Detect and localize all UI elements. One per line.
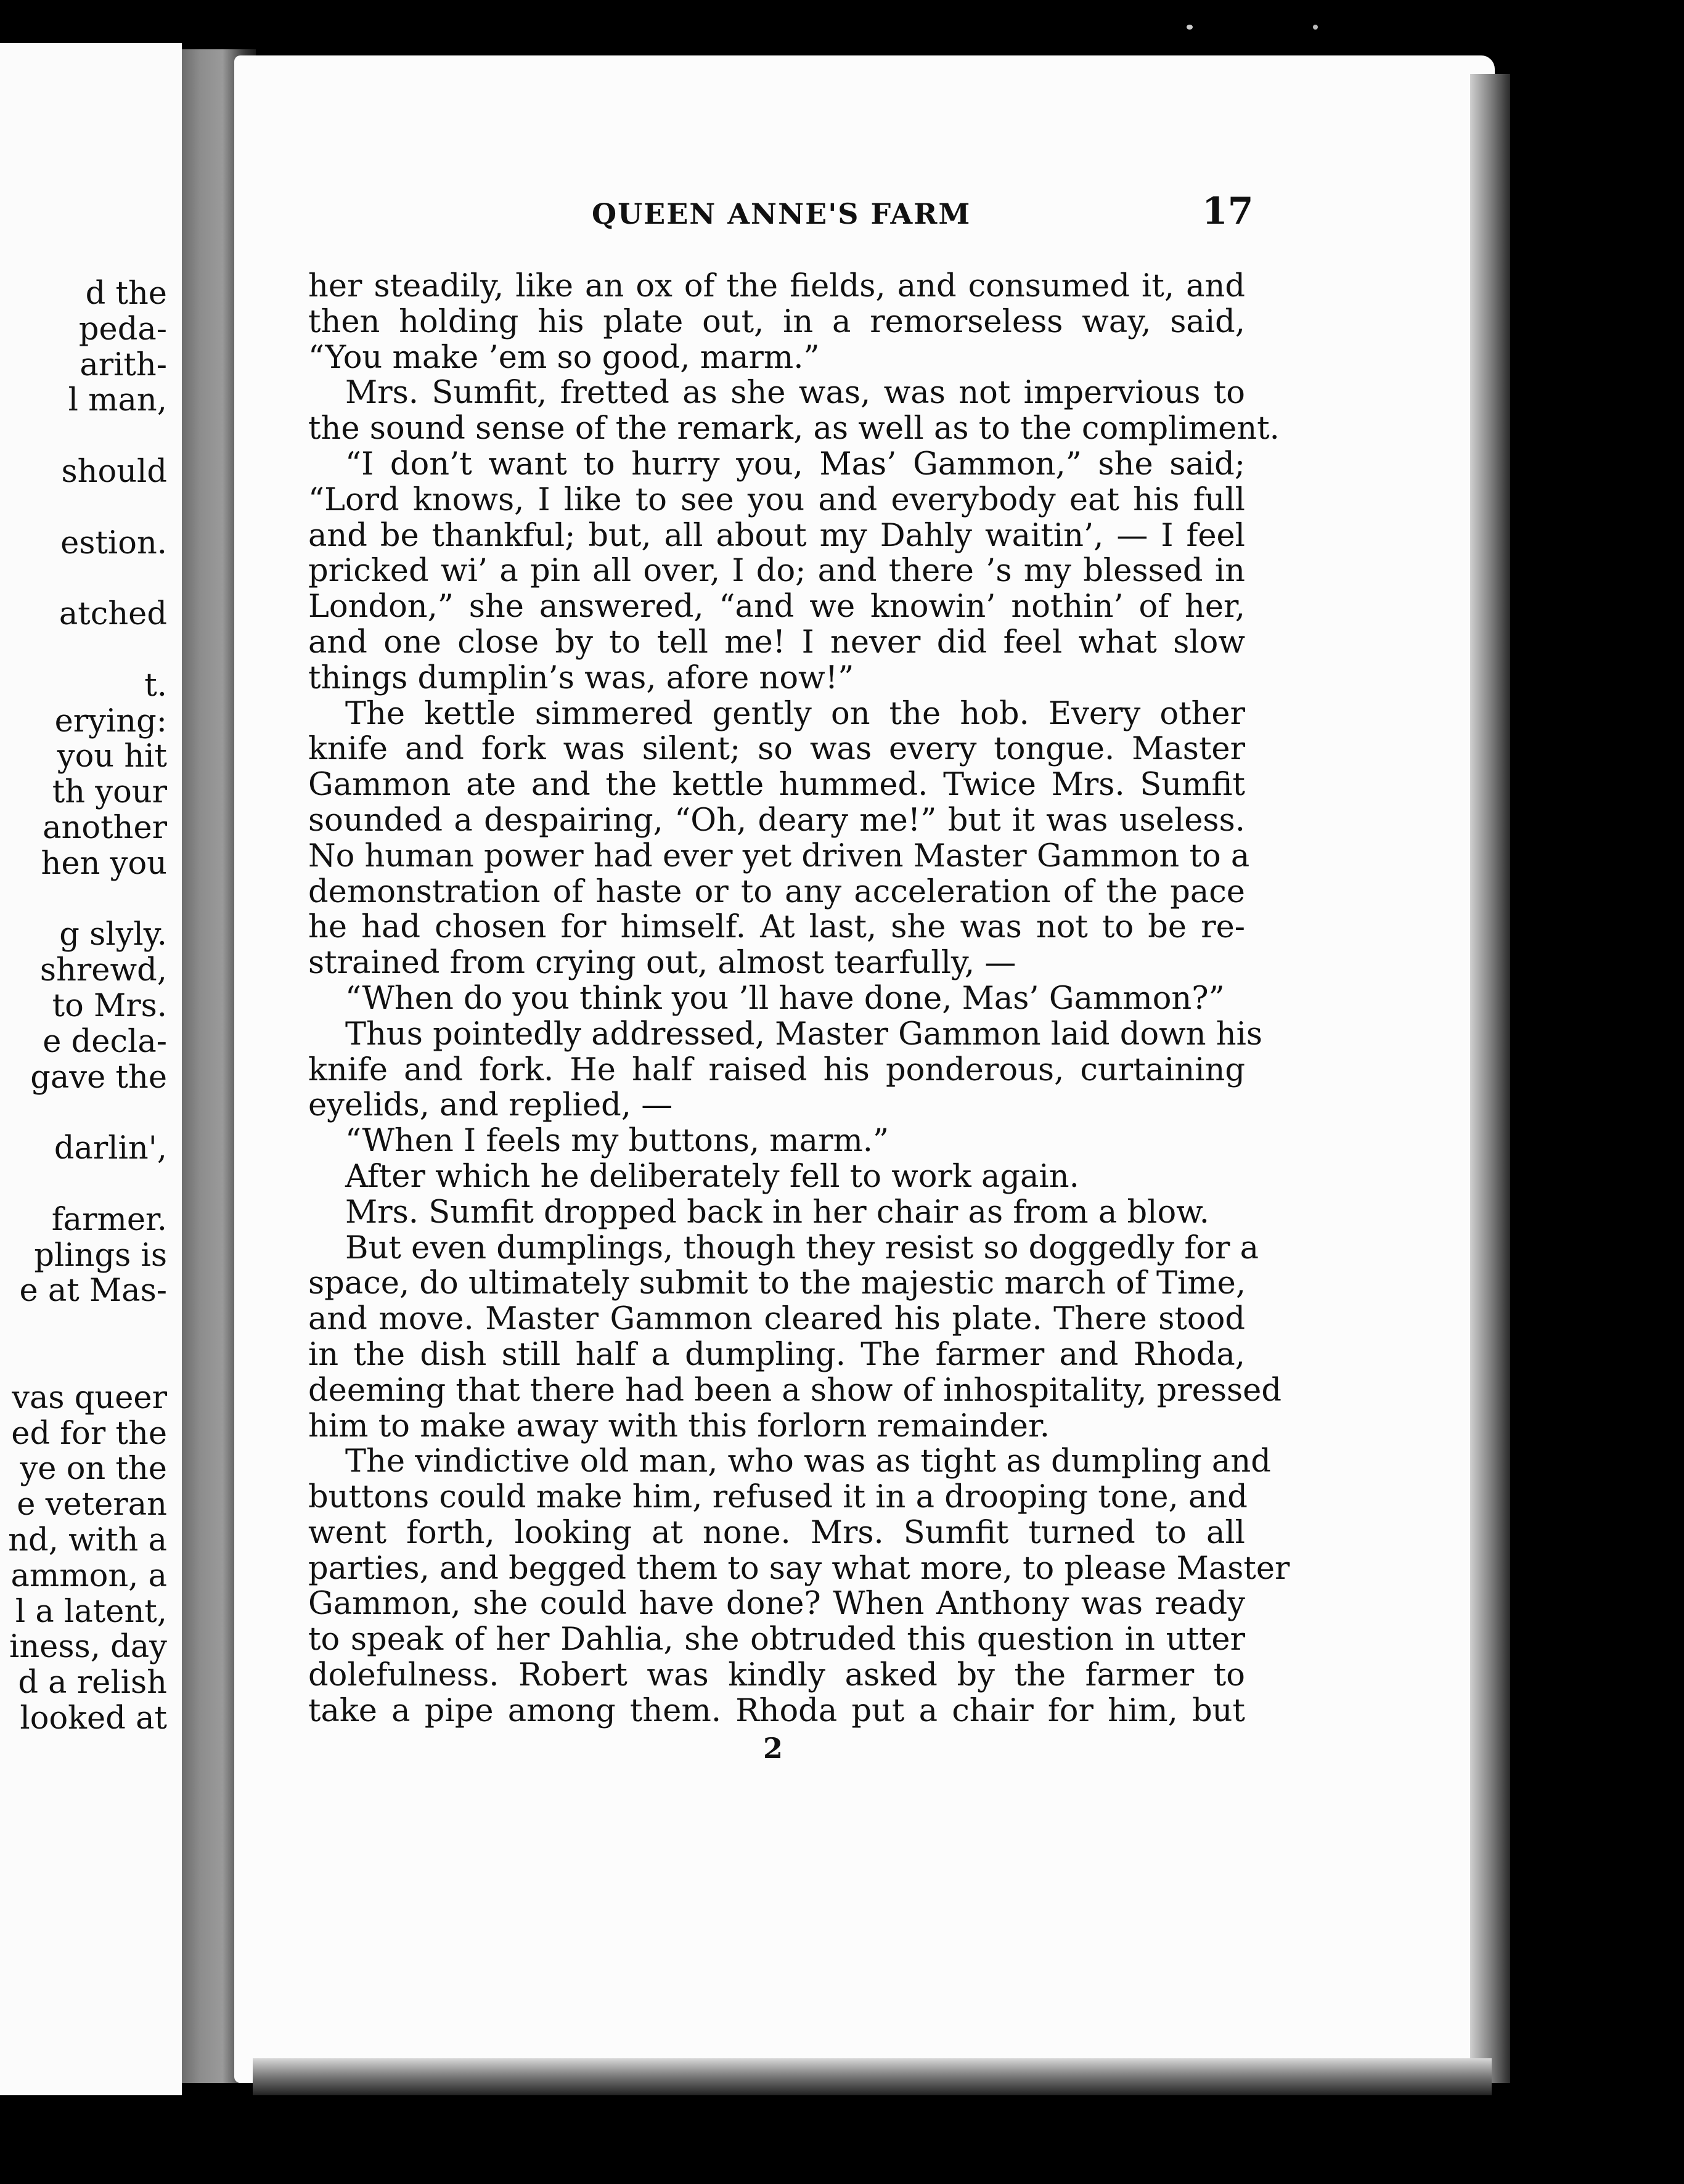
body-text (308, 268, 1290, 1729)
text-line: and be thankful; but, all about my Dahly waitin’, — I feel (308, 517, 1245, 554)
text-line: then holding his plate out, in a remorseless way, said, (308, 303, 1245, 340)
text-line: demonstration of haste or to any acceleration of the pace (308, 873, 1245, 910)
left-page-line: nd, with a (8, 1522, 167, 1559)
text-line: things dumplin’s was, afore now!” (308, 659, 854, 696)
left-page-line: gave the (30, 1059, 167, 1096)
text-line: eyelids, and replied, — (308, 1087, 673, 1124)
left-page-line: estion. (60, 524, 167, 561)
text-line: “You make ’em so good, marm.” (308, 339, 820, 376)
text-line: Gammon ate and the kettle hummed. Twice Mrs. Sumfit (308, 767, 1245, 804)
text-line: knife and fork. He half raised his ponderous, curtaining (308, 1051, 1245, 1088)
text-line: “When I feels my buttons, marm.” (345, 1123, 889, 1160)
text-line: The vindictive old man, who was as tight as dumpling and (345, 1443, 1271, 1480)
text-line: went forth, looking at none. Mrs. Sumfit turned to all (308, 1514, 1245, 1551)
text-line: and one close by to tell me! I never did feel what slow (308, 624, 1245, 661)
left-page-line: e at Mas- (19, 1273, 167, 1310)
left-page (0, 43, 182, 2095)
left-page-line: d a relish (18, 1664, 167, 1701)
left-page-line: t. (144, 667, 167, 704)
text-line: pricked wi’ a pin all over, I do; and there ’s my blessed in (308, 553, 1245, 590)
left-page-line: ye on the (20, 1451, 167, 1488)
left-page-line: to Mrs. (52, 988, 167, 1024)
text-line: her steadily, like an ox of the fields, and consumed it, and (308, 268, 1245, 304)
left-page-line: ammon, a (10, 1557, 167, 1594)
text-line: “Lord knows, I like to see you and everybody eat his full (308, 481, 1245, 518)
text-line: in the dish still half a dumpling. The farmer and Rhoda, (308, 1336, 1245, 1373)
left-page-line: peda- (78, 311, 167, 348)
left-page-line: g slyly. (59, 916, 167, 953)
text-line: he had chosen for himself. At last, she was not to be re- (308, 909, 1245, 946)
running-head: QUEEN ANNE'S FARM (592, 197, 971, 230)
left-page-line: arith- (80, 346, 167, 383)
text-line: knife and fork was silent; so was every tongue. Master (308, 731, 1245, 768)
page-number: 17 (1202, 190, 1254, 233)
text-line: “When do you think you ’ll have done, Mas’ Gammon?” (345, 980, 1225, 1017)
left-page-line: darlin', (54, 1130, 167, 1167)
left-page-line: looked at (20, 1700, 167, 1737)
text-line: take a pipe among them. Rhoda put a chair for him, but (308, 1692, 1245, 1729)
left-page-line: e veteran (17, 1486, 167, 1523)
text-line: Mrs. Sumfit dropped back in her chair as from a blow. (345, 1194, 1209, 1231)
text-line: strained from crying out, almost tearfully, — (308, 945, 1016, 982)
text-line: sounded a despairing, “Oh, deary me!” but it was useless. (308, 802, 1245, 839)
left-page-line: iness, day (9, 1629, 167, 1666)
left-page-line: ed for the (11, 1415, 167, 1452)
text-line: But even dumplings, though they resist so doggedly for a (345, 1229, 1259, 1266)
left-page-line: another (43, 810, 167, 846)
text-line: Gammon, she could have done? When Anthony was ready (308, 1586, 1245, 1623)
text-line: dolefulness. Robert was kindly asked by the farmer to (308, 1657, 1245, 1694)
text-line: London,” she answered, “and we knowin’ nothin’ of her, (308, 589, 1245, 625)
left-page-line: atched (59, 596, 167, 633)
text-line: parties, and begged them to say what more, to please Master (308, 1550, 1290, 1587)
text-line: Thus pointedly addressed, Master Gammon laid down his (345, 1016, 1263, 1053)
left-page-line: farmer. (51, 1201, 167, 1238)
left-page-line: vas queer (12, 1379, 167, 1416)
left-page-line: erying: (54, 703, 167, 740)
left-page-line: d the (85, 275, 167, 312)
left-page-line: hen you (41, 845, 167, 882)
left-page-line: shrewd, (39, 952, 167, 989)
text-line: and move. Master Gammon cleared his plate. There stood (308, 1301, 1245, 1338)
text-line: No human power had ever yet driven Master Gammon to a (308, 837, 1250, 874)
text-line: space, do ultimately submit to the majestic march of Time, (308, 1265, 1246, 1302)
text-line: him to make away with this forlorn remainder. (308, 1408, 1050, 1444)
text-line: “I don’t want to hurry you, Mas’ Gammon,” she said; (345, 446, 1245, 483)
text-line: deeming that there had been a show of inhospitality, pressed (308, 1372, 1282, 1409)
text-line: After which he deliberately fell to work again. (345, 1158, 1079, 1195)
left-page-line: should (61, 454, 167, 490)
dust-speck (1313, 25, 1318, 30)
left-page-line: you hit (57, 738, 167, 775)
dust-speck (1187, 25, 1193, 30)
text-line: The kettle simmered gently on the hob. Every other (345, 695, 1245, 732)
page-bottom-edge (253, 2058, 1492, 2095)
text-line: Mrs. Sumfit, fretted as she was, was not impervious to (345, 375, 1245, 412)
text-line: the sound sense of the remark, as well as to the compliment. (308, 410, 1280, 447)
page-edge-shadow (1470, 74, 1510, 2083)
signature-mark: 2 (763, 1732, 783, 1765)
left-page-line: plings is (34, 1237, 167, 1274)
left-page-line: th your (52, 774, 167, 811)
left-page-line: l man, (68, 382, 167, 419)
text-line: buttons could make him, refused it in a drooping tone, and (308, 1479, 1248, 1516)
left-page-line: l a latent, (15, 1593, 167, 1630)
left-page-line: e decla- (43, 1023, 167, 1060)
text-line: to speak of her Dahlia, she obtruded this question in utter (308, 1621, 1245, 1658)
